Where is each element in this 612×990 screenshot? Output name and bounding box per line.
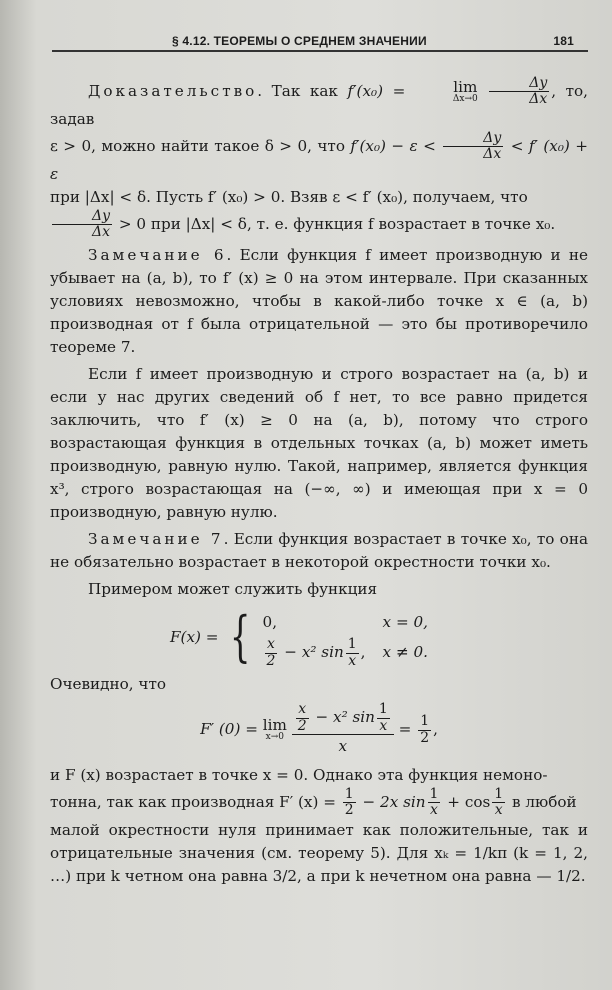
page-number: 181	[553, 34, 574, 48]
remark7-text: . Если функция возрастает в точке x₀, то она не обязательно возрастает в некоторой окрестности точки x₀.	[50, 530, 588, 572]
proof-label: Доказательство	[88, 81, 258, 100]
closing-line2: тонна, так как производная F′ (x) =	[50, 792, 336, 811]
proof-paragraph	[50, 76, 588, 240]
remark6-text: . Если функция f имеет производную и не убывает на (a, b), то f′ (x) ≥ 0 на этом интервале. При сказанных условиях невозможно, чтобы в какой-либо точке x ∈ (a, b) производная от f была отрицательной — это бы противоречило теореме 7.	[50, 246, 589, 357]
running-header	[52, 26, 588, 52]
big-fraction: $\frac{x}{2}$ − x² sin $\frac{1}{x}$ x	[292, 702, 394, 758]
proof-line3: при |Δx| < δ. Пусть f′ (x₀) > 0. Взяв ε < f′ (x₀), получаем, что	[50, 187, 528, 206]
closing-half: $\frac{1}{2}$	[344, 786, 354, 819]
dy-dx-fraction-3: $\frac{\Delta y}{\Delta x}$	[52, 209, 112, 241]
closing-one-over-x: $\frac{1}{x}$	[429, 786, 439, 819]
piecewise-cases	[263, 607, 428, 667]
running-title: § 4.12. ТЕОРЕМЫ О СРЕДНЕМ ЗНАЧЕНИИ	[172, 34, 427, 48]
derivative-limit-formula: F′ (0) = lim x→0 $\frac{x}{2}$ − x² sin $\frac{1}{x}$ x = $\frac{1}{2}$ ,	[50, 702, 588, 758]
derivative-lhs: F′ (0) =	[200, 720, 258, 739]
piecewise-lhs: F(x) =	[170, 627, 219, 646]
closing-line3: малой окрестности нуля принимает как положительные, так и отрицательные значения (см. теорему 5). Для xₖ = 1/kπ (k = 1, 2, …) при k четном она равна 3/2, а при k нечетном она равна — 1/2.	[50, 820, 588, 885]
remark7-label: Замечание 7	[88, 530, 224, 549]
strict-increase-text: Если f имеет производную и строго возрастает на (a, b) и если у нас других сведений об f нет, то все равно придется заключить, что f′ (x) ≥ 0 на (a, b), потому что строго возрастающая функция в отдельных точках (a, b) может иметь производную, равную нулю. Такой, например, является функция x³, строго возрастающая на (−∞, ∞) и имеющая при x = 0 производную, равную нулю.	[50, 365, 588, 522]
proof-line2: ε > 0, можно найти такое δ > 0, что	[50, 136, 351, 155]
example-intro: Примером может служить функция	[88, 580, 378, 599]
dy-dx-fraction-2: $\frac{\Delta y}{\Delta x}$	[443, 131, 503, 163]
proof-text: . Так как	[257, 81, 348, 100]
remark6-paragraph	[50, 244, 588, 359]
remark6-label: Замечание 6	[88, 246, 227, 265]
equals-sign: =	[398, 720, 412, 739]
closing-one-over-x-2: $\frac{1}{x}$	[494, 786, 504, 819]
proof-formula: f′(x₀) =	[347, 81, 406, 100]
case-zero: 0, x = 0,	[262, 613, 428, 632]
piecewise-formula	[10, 607, 588, 667]
one-half: $\frac{1}{2}$	[420, 713, 430, 746]
closing-paragraph: и F (x) возрастает в точке x = 0. Однако эта функция немоно- тонна, так как производная F′ (x) = $\frac{1}{2}$ − 2x sin $\frac{1}{x}$ + cos $\frac{1}{x}$ в любой малой окрестности нуля принимает как положительные, так и отрицательные значения (см. теорему 5). Для xₖ = 1/kπ (k = 1, 2, …) при k четном она равна 3/2, а при k нечетном она равна — 1/2.	[50, 766, 588, 885]
lim-operator: lim Δx→0	[452, 77, 478, 104]
left-brace: {	[230, 605, 251, 669]
proof-line4: > 0 при |Δx| < δ, т. е. функция f возрастает в точке x₀.	[118, 214, 556, 233]
dy-dx-fraction: $\frac{\Delta y}{\Delta x}$	[489, 76, 549, 108]
lim-operator-2: lim x→0	[262, 716, 287, 743]
proof-line2-tail: < f′ (x₀) + ε	[50, 136, 589, 183]
proof-text-end: , то, задав	[50, 81, 588, 128]
case-nonzero: $\frac{x}{2}$ − x² sin $\frac{1}{x}$ , x ≠ 0.	[266, 636, 428, 669]
remark7-paragraph	[50, 528, 588, 574]
closing-line1: и F (x) возрастает в точке x = 0. Однако эта функция немоно-	[50, 766, 548, 784]
proof-line2-formula: f′(x₀) − ε <	[350, 136, 436, 155]
page-body	[50, 76, 588, 888]
obviously-text: Очевидно, что	[50, 675, 167, 694]
strict-increase-paragraph	[50, 363, 588, 524]
